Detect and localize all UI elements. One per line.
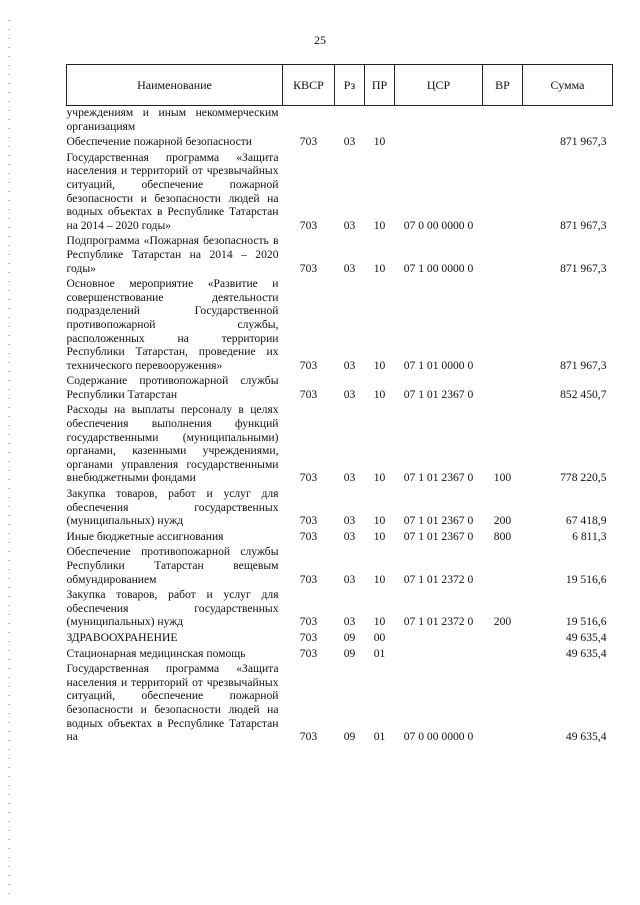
table-row xyxy=(67,647,613,663)
cell-rz: 03 xyxy=(343,261,356,275)
cell-csr: 07 0 00 0000 0 xyxy=(403,218,474,232)
cell-sum: 778 220,5 xyxy=(560,471,607,485)
cell-sum: 67 418,9 xyxy=(565,514,607,528)
cell-csr: 07 1 01 2367 0 xyxy=(403,387,474,401)
table-row xyxy=(67,545,613,588)
cell-name: учреждениям и иным некоммерческим организациям xyxy=(66,106,279,133)
cell-name: Расходы на выплаты персоналу в целях обеспечения выполнения функций государственными (муниципальными) органами, казенными учреждениями, органами управления государственными внебюджетными фондами xyxy=(66,403,279,485)
cell-kvsr: 703 xyxy=(299,730,318,744)
table-row xyxy=(67,403,613,487)
cell-vr xyxy=(483,647,523,663)
cell-csr: 07 1 01 2367 0 xyxy=(403,471,474,485)
page-edge-marks xyxy=(8,20,10,900)
cell-kvsr: 703 xyxy=(299,630,318,644)
cell-rz xyxy=(335,106,365,136)
cell-csr: 07 1 00 0000 0 xyxy=(403,261,474,275)
cell-csr: 07 1 01 0000 0 xyxy=(403,358,474,372)
cell-name: Содержание противопожарной службы Республики Татарстан xyxy=(66,374,279,401)
cell-vr xyxy=(483,631,523,647)
cell-csr xyxy=(395,647,483,663)
header-sum: Сумма xyxy=(523,65,613,106)
cell-vr: 100 xyxy=(493,471,512,485)
cell-sum: 49 635,4 xyxy=(565,646,607,660)
table-row xyxy=(67,374,613,403)
cell-csr xyxy=(395,631,483,647)
table-row xyxy=(67,234,613,277)
cell-pr: 10 xyxy=(373,615,386,629)
cell-rz: 03 xyxy=(343,387,356,401)
table-header xyxy=(67,65,613,106)
cell-vr xyxy=(483,151,523,235)
cell-csr: 07 1 01 2367 0 xyxy=(403,514,474,528)
cell-pr: 10 xyxy=(373,514,386,528)
cell-name: Обеспечение пожарной безопасности xyxy=(66,135,253,149)
cell-csr: 07 1 01 2372 0 xyxy=(403,615,474,629)
cell-csr: 07 0 00 0000 0 xyxy=(403,730,474,744)
table-row xyxy=(67,135,613,151)
cell-rz: 03 xyxy=(343,135,356,149)
cell-pr xyxy=(365,106,395,136)
cell-rz: 03 xyxy=(343,529,356,543)
cell-pr: 00 xyxy=(373,630,386,644)
cell-sum: 871 967,3 xyxy=(560,135,607,149)
cell-pr: 01 xyxy=(373,730,386,744)
cell-kvsr: 703 xyxy=(299,218,318,232)
cell-name: Обеспечение противопожарной службы Республики Татарстан вещевым обмундированием xyxy=(66,545,279,586)
cell-kvsr: 703 xyxy=(299,135,318,149)
cell-pr: 10 xyxy=(373,572,386,586)
table-row xyxy=(67,487,613,530)
cell-vr xyxy=(483,106,523,136)
cell-rz: 03 xyxy=(343,218,356,232)
budget-table xyxy=(66,64,613,746)
header-name: Наименование xyxy=(67,65,283,106)
cell-name: Закупка товаров, работ и услуг для обеспечения государственных (муниципальных) нужд xyxy=(66,487,279,528)
cell-kvsr xyxy=(283,106,335,136)
cell-name: Основное мероприятие «Развитие и совершенствование деятельности подразделений Государственной противопожарной службы, расположенных на территории Республики Татарстан, проведение их технического перевооружения» xyxy=(66,277,279,372)
table-row xyxy=(67,151,613,235)
table-row xyxy=(67,530,613,546)
cell-csr: 07 1 01 2367 0 xyxy=(403,529,474,543)
cell-pr: 10 xyxy=(373,471,386,485)
cell-name: Иные бюджетные ассигнования xyxy=(66,529,224,543)
cell-sum: 871 967,3 xyxy=(560,261,607,275)
cell-rz: 03 xyxy=(343,471,356,485)
cell-name: Стационарная медицинская помощь xyxy=(66,646,246,660)
cell-sum: 871 967,3 xyxy=(560,218,607,232)
cell-rz: 03 xyxy=(343,358,356,372)
cell-pr: 10 xyxy=(373,387,386,401)
cell-sum: 49 635,4 xyxy=(565,730,607,744)
cell-sum xyxy=(523,106,613,136)
cell-kvsr: 703 xyxy=(299,646,318,660)
cell-vr xyxy=(483,277,523,374)
cell-name: Закупка товаров, работ и услуг для обеспечения государственных (муниципальных) нужд xyxy=(66,588,279,629)
cell-sum: 19 516,6 xyxy=(565,572,607,586)
cell-csr: 07 1 01 2372 0 xyxy=(403,572,474,586)
cell-rz: 09 xyxy=(343,730,356,744)
cell-rz: 03 xyxy=(343,514,356,528)
header-vr: ВР xyxy=(483,65,523,106)
cell-kvsr: 703 xyxy=(299,529,318,543)
table-row xyxy=(67,277,613,374)
cell-vr xyxy=(483,234,523,277)
header-pr: ПР xyxy=(365,65,395,106)
table-row xyxy=(67,631,613,647)
cell-csr xyxy=(395,135,483,151)
cell-pr: 10 xyxy=(373,135,386,149)
cell-name: Государственная программа «Защита населения и территорий от чрезвычайных ситуаций, обеспечение пожарной безопасности и безопасности людей на водных объектах в Республике Татарстан на 2014 – 2020 годы» xyxy=(66,150,279,232)
table-body xyxy=(67,106,613,746)
cell-kvsr: 703 xyxy=(299,471,318,485)
cell-name: Подпрограмма «Пожарная безопасность в Республике Татарстан на 2014 – 2020 годы» xyxy=(66,234,279,275)
cell-vr: 800 xyxy=(493,529,512,543)
cell-vr xyxy=(483,662,523,746)
cell-sum: 19 516,6 xyxy=(565,615,607,629)
cell-vr xyxy=(483,135,523,151)
cell-kvsr: 703 xyxy=(299,572,318,586)
cell-kvsr: 703 xyxy=(299,387,318,401)
table-row xyxy=(67,588,613,631)
cell-csr xyxy=(395,106,483,136)
cell-kvsr: 703 xyxy=(299,358,318,372)
cell-sum: 871 967,3 xyxy=(560,358,607,372)
cell-kvsr: 703 xyxy=(299,261,318,275)
cell-vr xyxy=(483,374,523,403)
cell-rz: 03 xyxy=(343,572,356,586)
cell-sum: 49 635,4 xyxy=(565,630,607,644)
cell-sum: 852 450,7 xyxy=(560,387,607,401)
cell-pr: 10 xyxy=(373,529,386,543)
cell-pr: 01 xyxy=(373,646,386,660)
cell-pr: 10 xyxy=(373,358,386,372)
header-csr: ЦСР xyxy=(395,65,483,106)
cell-vr xyxy=(483,545,523,588)
cell-sum: 6 811,3 xyxy=(572,529,607,543)
page-number: 25 xyxy=(314,33,326,47)
table-row xyxy=(67,662,613,746)
table-row xyxy=(67,106,613,136)
cell-pr: 10 xyxy=(373,261,386,275)
cell-vr: 200 xyxy=(493,514,512,528)
cell-rz: 09 xyxy=(343,646,356,660)
cell-pr: 10 xyxy=(373,218,386,232)
cell-name: Государственная программа «Защита населения и территорий от чрезвычайных ситуаций, обеспечение пожарной безопасности и безопасности людей на водных объектах в Республике Татарстан на xyxy=(66,662,279,744)
cell-kvsr: 703 xyxy=(299,514,318,528)
budget-table-container xyxy=(66,64,612,746)
cell-rz: 09 xyxy=(343,630,356,644)
cell-rz: 03 xyxy=(343,615,356,629)
cell-kvsr: 703 xyxy=(299,615,318,629)
cell-vr: 200 xyxy=(493,615,512,629)
header-rz: Рз xyxy=(335,65,365,106)
cell-name: ЗДРАВООХРАНЕНИЕ xyxy=(66,630,178,644)
header-kvsr: КВСР xyxy=(283,65,335,106)
